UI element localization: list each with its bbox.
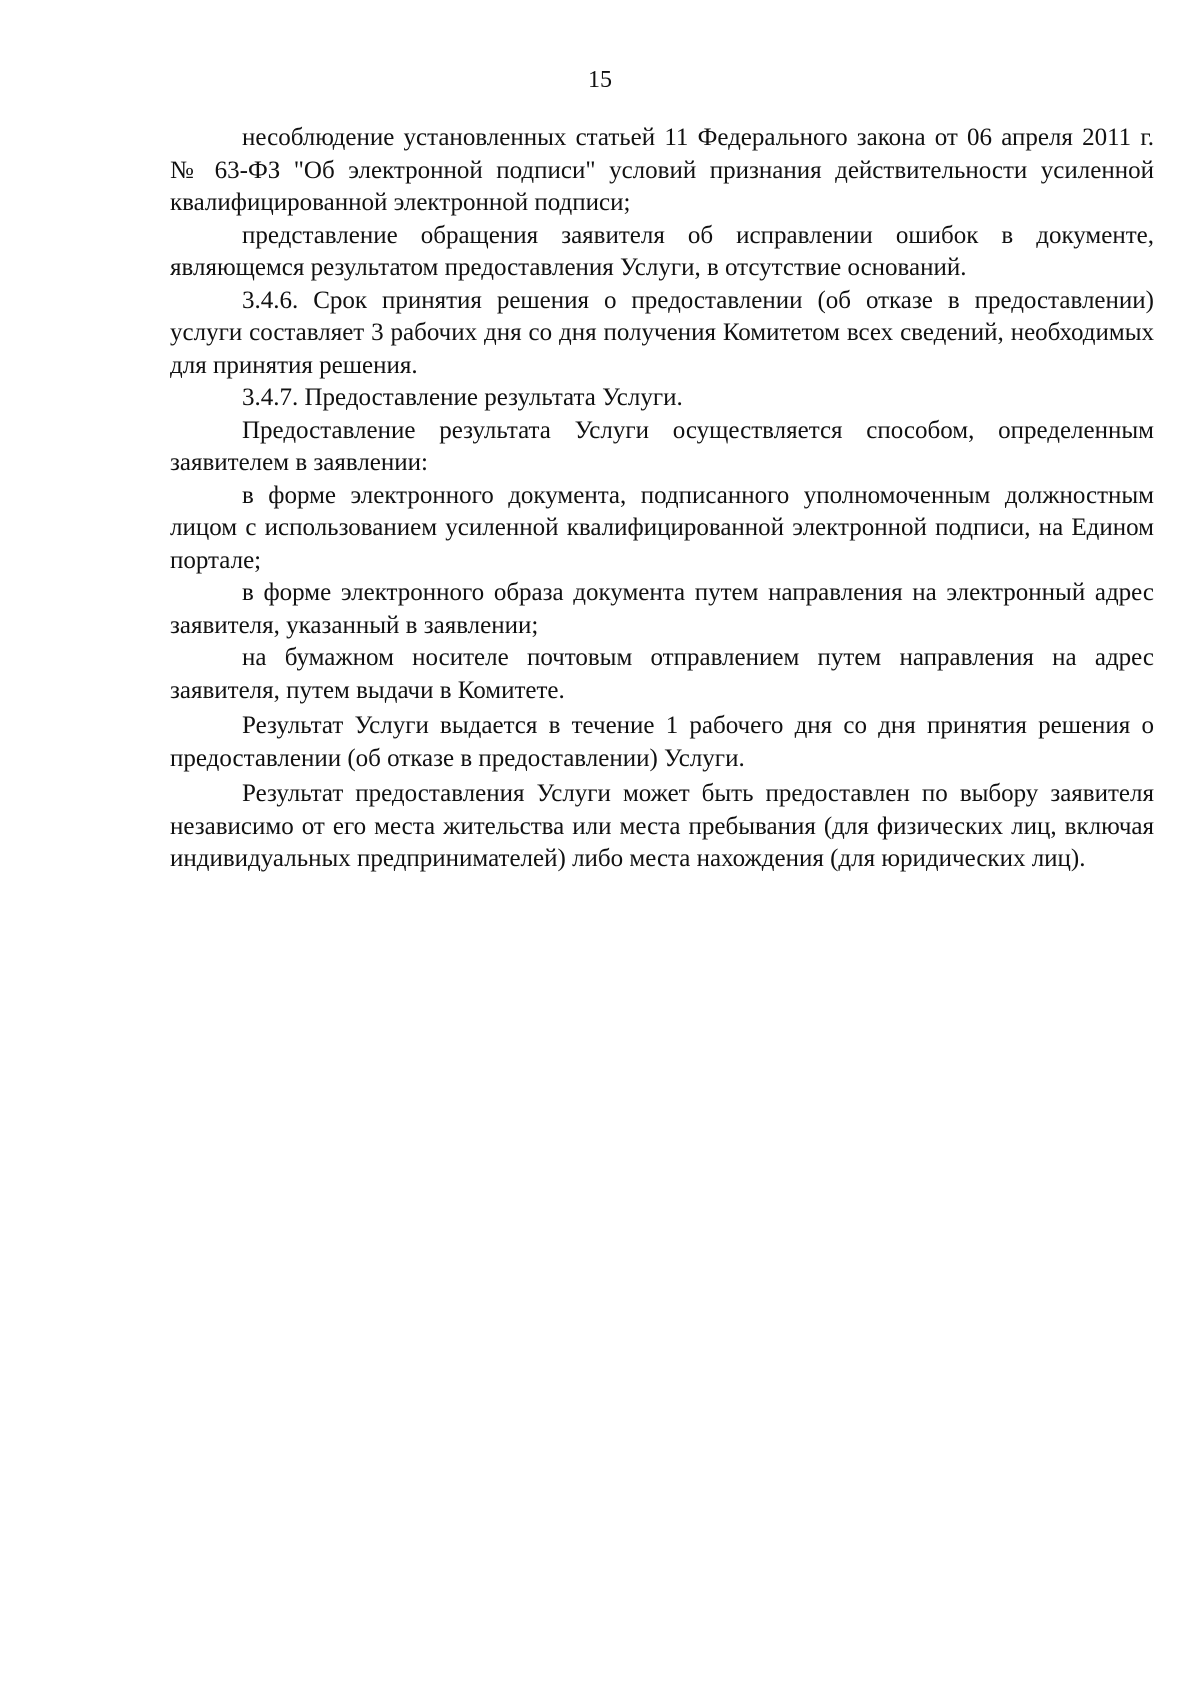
paragraph-result-delivery-method: Предоставление результата Услуги осуществляется способом, определенным заявителем в заявлении: [170,416,1154,476]
paragraph-result-issue-term: Результат Услуги выдается в течение 1 рабочего дня со дня принятия решения о предоставлении (об отказе в предоставлении) Услуги. [170,712,1154,772]
paragraph-error-correction-request: представление обращения заявителя об исправлении ошибок в документе, являющемся результатом предоставления Услуги, в отсутствие оснований. [170,221,1154,281]
paragraph-signature-noncompliance: несоблюдение установленных статьей 11 Федерального закона от 06 апреля 2011 г. № 63-ФЗ "Об электронной подписи" условий признания действительности усиленной квалифицированной электронной подписи; [170,124,1154,216]
paragraph-3-4-6-decision-term: 3.4.6. Срок принятия решения о предоставлении (об отказе в предоставлении) услуги составляет 3 рабочих дня со дня получения Комитетом всех сведений, необходимых для принятия решения. [170,286,1154,379]
paragraph-electronic-document: в форме электронного документа, подписанного уполномоченным должностным лицом с использованием усиленной квалифицированной электронной подписи, на Едином портале; [170,481,1154,574]
page-number: 15 [588,67,612,93]
paragraph-paper-medium: на бумажном носителе почтовым отправлением путем направления на адрес заявителя, путем выдачи в Комитете. [170,644,1154,704]
paragraph-3-4-7-heading: 3.4.7. Предоставление результата Услуги. [242,384,683,411]
paragraph-result-by-choice: Результат предоставления Услуги может быть предоставлен по выбору заявителя независимо от его места жительства или места пребывания (для физических лиц, включая индивидуальных предпринимателей) либо места нахождения (для юридических лиц). [170,780,1154,872]
document-body [170,122,1154,876]
paragraph-electronic-image: в форме электронного образа документа путем направления на электронный адрес заявителя, указанный в заявлении; [170,579,1154,639]
